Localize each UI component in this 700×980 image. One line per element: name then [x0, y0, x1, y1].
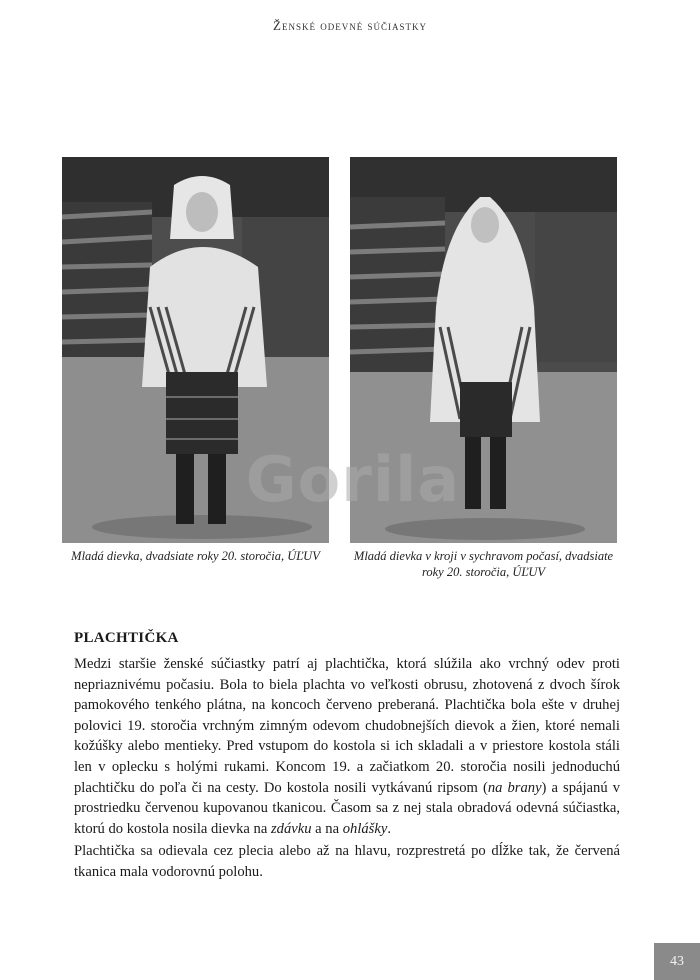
paragraph-1-part-c: a na: [311, 820, 343, 837]
section-heading: PLACHTIČKA: [74, 630, 179, 646]
caption-left: Mladá dievka, dvadsiate roky 20. storočia, ÚĽUV: [71, 549, 320, 563]
watermark: Gorila: [245, 443, 461, 516]
term-na-brany: na brany: [487, 779, 542, 796]
photo-young-woman-standing-image: [62, 157, 329, 543]
term-ohlasky: ohlášky: [342, 820, 388, 837]
paragraph-2: Plachtička sa odievala cez plecia alebo až na hlavu, rozprestretá po dĺžke tak, že červená tkanica mala vodorovnú polohu.: [74, 843, 620, 880]
paragraph-1-part-a: Medzi staršie ženské súčiastky patrí aj plachtička, ktorá slúžila ako vrchný odev proti nepriaznivému počasiu. Bola to biela plachta vo veľkosti obrusu, zhotovená z dvoch šírok pamokového tenkého plátna, na koncoch červeno preberaná. Plachtička bola ešte v druhej polovici 19. storočia vrchným zimným odevom chudobnejších dievok a žien, ktoré nemali kožúšky alebo mentieky. Pred vstupom do kostola si ich skladali a v priestore kostola stáli len v oplecku s holými rukami. Koncom 19. a začiatkom 20. storočia nosili jednoduchú plachtičku do poľa či na cesty. Do kostola nosili vytkávanú ripsom (: [74, 656, 620, 796]
caption-right: Mladá dievka v kroji v sychravom počasí, dvadsiate roky 20. storočia, ÚĽUV: [353, 549, 614, 579]
term-zdavku: zdávku: [270, 820, 312, 837]
paragraph-1-part-d: .: [387, 820, 391, 837]
body-text: [74, 654, 620, 883]
photo-young-woman-shawl-over-head-image: [350, 157, 617, 543]
page-number: 43: [654, 943, 700, 980]
running-head: Ženské odevné súčiastky: [273, 18, 427, 33]
paragraph-1: [74, 654, 620, 839]
paragraph-1-part-b: ) a spájanú v prostriedku červenou kupovanou tkanicou. Časom sa z nej stala obradová odevná súčiastka, ktorú do kostola nosila dievka na: [74, 779, 620, 837]
photo-young-woman-standing: [62, 157, 329, 543]
photo-young-woman-shawl-over-head: [350, 157, 617, 543]
